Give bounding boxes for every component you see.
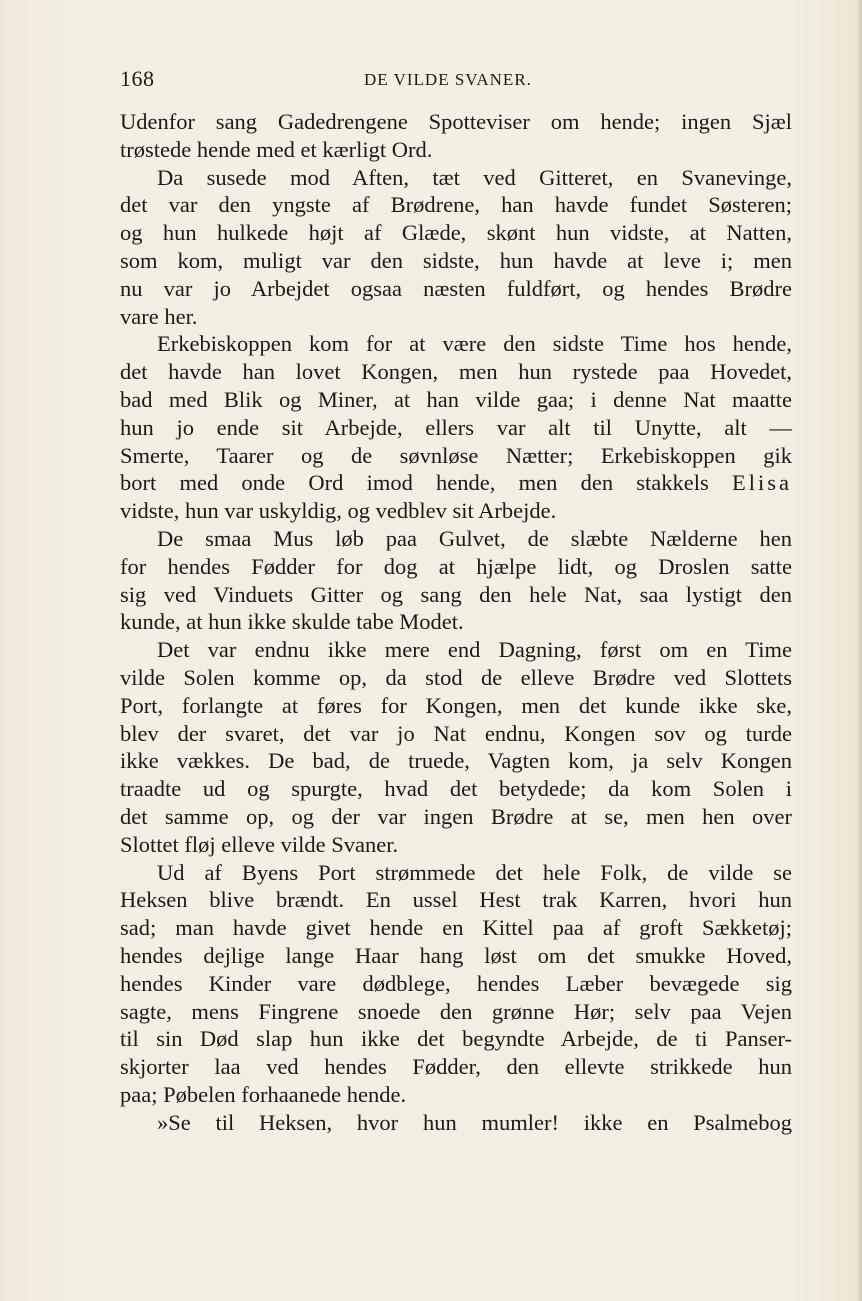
text-line: Port, forlangte at føres for Kongen, men det kunde ikke ske, (120, 692, 792, 718)
text-line: Det var endnu ikke mere end Dagning, først om en Time (157, 637, 792, 663)
text-line: paa; Pøbelen forhaanede hende. (120, 1081, 407, 1107)
text-line: Slottet fløj elleve vilde Svaner. (120, 831, 399, 857)
text-line: trøstede hende med et kærligt Ord. (120, 136, 433, 162)
text-line: »Se til Heksen, hvor hun mumler! ikke en Psalmebog (157, 1109, 792, 1135)
text-line: Da susede mod Aften, tæt ved Gitteret, en Svanevinge, (157, 164, 792, 190)
text-line: som kom, muligt var den sidste, hun havde at leve i; men (120, 247, 792, 273)
text-line: vare her. (120, 303, 198, 329)
text-line: bad med Blik og Miner, at han vilde gaa; i denne Nat maatte (120, 386, 792, 412)
text-line: for hendes Fødder for dog at hjælpe lidt, og Droslen satte (120, 553, 792, 579)
text-line: hendes Kinder vare dødblege, hendes Læber bevægede sig (120, 970, 792, 996)
text-line: det havde han lovet Kongen, men hun rystede paa Hovedet, (120, 359, 792, 385)
body-text (120, 108, 792, 1136)
text-line: det samme op, og der var ingen Brødre at se, men hen over (120, 803, 792, 829)
text-line: ikke vækkes. De bad, de truede, Vagten kom, ja selv Kongen (120, 748, 792, 774)
text-line: traadte ud og spurgte, hvad det betydede; da kom Solen i (120, 776, 792, 802)
text-segment: bort med onde Ord imod hende, men den stakkels (120, 470, 709, 496)
text-line: De smaa Mus løb paa Gulvet, de slæbte Nælderne hen (157, 525, 792, 551)
name-elisa: Elisa (732, 470, 792, 496)
text-line: Udenfor sang Gadedrengene Spotteviser om hende; ingen Sjæl (120, 109, 792, 134)
text-line: skjorter laa ved hendes Fødder, den ellevte strikkede hun (120, 1054, 792, 1080)
text-line: Heksen blive brændt. En ussel Hest trak Karren, hvori hun (120, 887, 792, 913)
text-line: vilde Solen komme op, da stod de elleve Brødre ved Slottets (120, 664, 792, 690)
text-line: sagte, mens Fingrene snoede den grønne Hør; selv paa Vejen (120, 998, 792, 1024)
text-line: til sin Død slap hun ikke det begyndte Arbejde, de ti Panser- (120, 1026, 792, 1052)
text-line: og hun hulkede højt af Glæde, skønt hun vidste, at Natten, (120, 220, 792, 246)
text-line: Ud af Byens Port strømmede det hele Folk, de vilde se (157, 859, 792, 885)
text-line: kunde, at hun ikke skulde tabe Modet. (120, 609, 464, 635)
text-line (120, 469, 792, 497)
text-line: hun jo ende sit Arbejde, ellers var alt til Unytte, alt — (120, 414, 792, 440)
text-line: sig ved Vinduets Gitter og sang den hele Nat, saa lystigt den (120, 581, 792, 607)
text-line: sad; man havde givet hende en Kittel paa af groft Sækketøj; (120, 915, 792, 941)
text-line: nu var jo Arbejdet ogsaa næsten fuldført, og hendes Brødre (120, 275, 792, 301)
page-edge-shadow (856, 0, 862, 1301)
text-line: det var den yngste af Brødrene, han havde fundet Søsteren; (120, 192, 792, 218)
text-line: blev der svaret, det var jo Nat endnu, Kongen sov og turde (120, 720, 792, 746)
text-line: hendes dejlige lange Haar hang løst om det smukke Hoved, (120, 942, 792, 968)
text-line: Smerte, Taarer og de søvnløse Nætter; Erkebiskoppen gik (120, 442, 792, 468)
text-line: vidste, hun var uskyldig, og vedblev sit Arbejde. (120, 498, 557, 524)
running-title: DE VILDE SVANER. (364, 70, 532, 89)
text-line: Erkebiskoppen kom for at være den sidste Time hos hende, (157, 331, 792, 357)
page-number: 168 (120, 66, 155, 91)
